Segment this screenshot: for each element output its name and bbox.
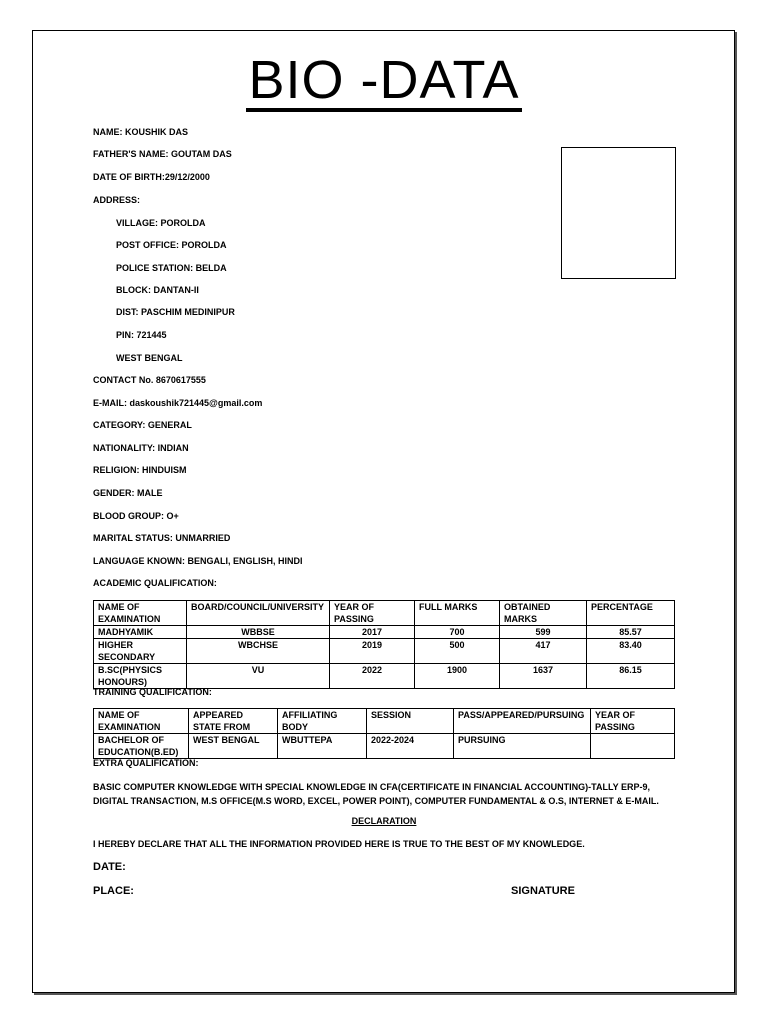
table-header-cell: PASS/APPEARED/PURSUING (454, 709, 591, 734)
extra-heading: EXTRA QUALIFICATION: (93, 758, 199, 768)
table-header-cell: PERCENTAGE (587, 601, 675, 626)
village-line: VILLAGE: POROLDA (116, 218, 206, 228)
contact-line: CONTACT No. 8670617555 (93, 375, 206, 385)
declaration-heading: DECLARATION (351, 816, 417, 826)
table-cell: 500 (415, 639, 500, 664)
table-row (94, 626, 675, 639)
extra-qualification-text: BASIC COMPUTER KNOWLEDGE WITH SPECIAL KNOWLEDGE IN CFA(CERTIFICATE IN FINANCIAL ACCOUNTING)-TALLY ERP-9, DIGITAL TRANSACTION, M.S OFFICE(M.S WORD, EXCEL, POWER POINT), COMPUTER FUNDAMENTAL & O.S, INTERNET & E-MAIL. (93, 782, 659, 806)
gender-line: GENDER: MALE (93, 488, 163, 498)
pin-line: PIN: 721445 (116, 330, 167, 340)
table-row (94, 664, 675, 689)
table-header-row (94, 709, 675, 734)
language-line: LANGUAGE KNOWN: BENGALI, ENGLISH, HINDI (93, 556, 303, 566)
table-cell: 417 (500, 639, 587, 664)
table-row (94, 734, 675, 759)
table-cell: 1637 (500, 664, 587, 689)
table-cell: B.SC(PHYSICS HONOURS) (94, 664, 187, 689)
table-header-cell: OBTAINED MARKS (500, 601, 587, 626)
table-header-cell: AFFILIATING BODY (278, 709, 367, 734)
table-cell (591, 734, 675, 759)
address-label: ADDRESS: (93, 195, 141, 205)
nationality-line: NATIONALITY: INDIAN (93, 443, 189, 453)
table-row (94, 639, 675, 664)
table-header-cell: FULL MARKS (415, 601, 500, 626)
table-cell: HIGHER SECONDARY (94, 639, 187, 664)
table-header-cell: BOARD/COUNCIL/UNIVERSITY (187, 601, 330, 626)
table-cell: MADHYAMIK (94, 626, 187, 639)
blood-group-line: BLOOD GROUP: O+ (93, 511, 179, 521)
table-header-cell: YEAR OF PASSING (330, 601, 415, 626)
marital-status-line: MARITAL STATUS: UNMARRIED (93, 533, 231, 543)
table-header-cell: YEAR OF PASSING (591, 709, 675, 734)
district-line: DIST: PASCHIM MEDINIPUR (116, 307, 235, 317)
table-cell: 599 (500, 626, 587, 639)
table-cell: WBCHSE (187, 639, 330, 664)
table-cell: WEST BENGAL (189, 734, 278, 759)
table-header-cell: NAME OF EXAMINATION (94, 709, 189, 734)
date-label: DATE: (93, 861, 126, 873)
table-cell: 2019 (330, 639, 415, 664)
table-cell: 1900 (415, 664, 500, 689)
table-cell: BACHELOR OF EDUCATION(B.ED) (94, 734, 189, 759)
training-heading: TRAINING QUALIFICATION: (93, 687, 212, 697)
state-line: WEST BENGAL (116, 353, 183, 363)
dob-line: DATE OF BIRTH:29/12/2000 (93, 172, 210, 182)
academic-heading: ACADEMIC QUALIFICATION: (93, 578, 217, 588)
email-line: E-MAIL: daskoushik721445@gmail.com (93, 398, 263, 408)
name-line: NAME: KOUSHIK DAS (93, 127, 189, 137)
table-cell: 86.15 (587, 664, 675, 689)
table-cell: 2022-2024 (367, 734, 454, 759)
table-cell: WBUTTEPA (278, 734, 367, 759)
category-line: CATEGORY: GENERAL (93, 420, 192, 430)
table-cell: 2017 (330, 626, 415, 639)
table-header-row (94, 601, 675, 626)
table-cell: 700 (415, 626, 500, 639)
table-cell: PURSUING (454, 734, 591, 759)
table-header-cell: NAME OF EXAMINATION (94, 601, 187, 626)
police-station-line: POLICE STATION: BELDA (116, 263, 227, 273)
table-header-cell: SESSION (367, 709, 454, 734)
table-cell: WBBSE (187, 626, 330, 639)
religion-line: RELIGION: HINDUISM (93, 465, 187, 475)
training-table (93, 708, 675, 759)
table-header-cell: APPEARED STATE FROM (189, 709, 278, 734)
table-cell: 85.57 (587, 626, 675, 639)
father-name-line: FATHER'S NAME: GOUTAM DAS (93, 149, 232, 159)
signature-label: SIGNATURE (511, 885, 575, 897)
declaration-text: I HEREBY DECLARE THAT ALL THE INFORMATION PROVIDED HERE IS TRUE TO THE BEST OF MY KNOWLEDGE. (93, 839, 585, 849)
table-cell: 2022 (330, 664, 415, 689)
photo-box (561, 147, 676, 279)
academic-table (93, 600, 675, 689)
post-office-line: POST OFFICE: POROLDA (116, 240, 227, 250)
place-label: PLACE: (93, 885, 134, 897)
block-line: BLOCK: DANTAN-II (116, 285, 199, 295)
page-title: BIO -DATA (248, 50, 520, 110)
table-cell: VU (187, 664, 330, 689)
table-cell: 83.40 (587, 639, 675, 664)
